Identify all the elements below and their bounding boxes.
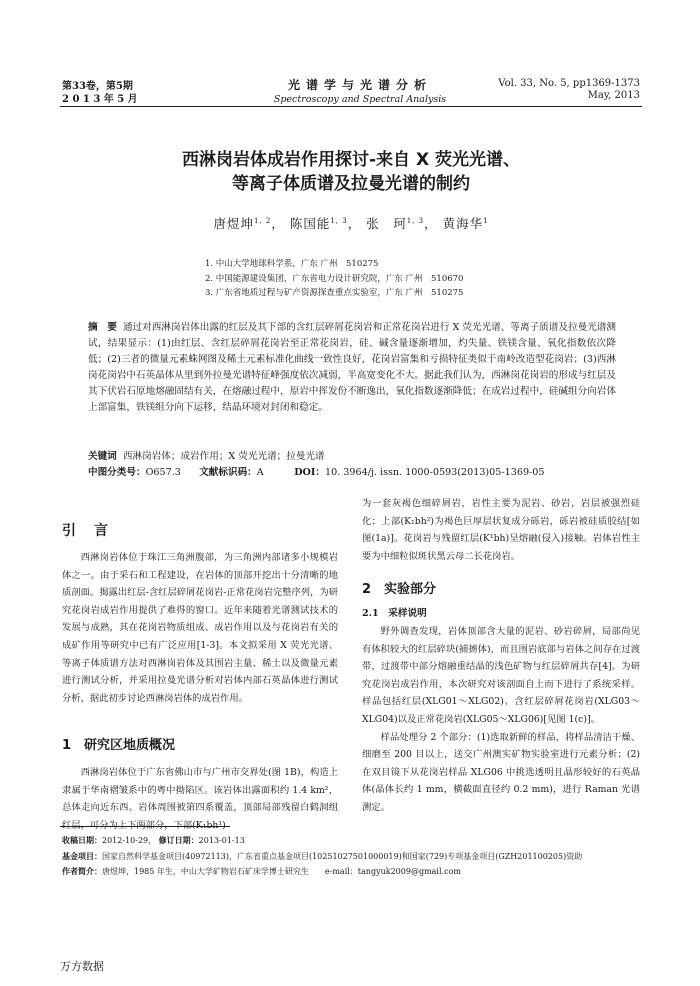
subsection-2-1-heading: 2.1 采样说明 [362, 608, 427, 619]
keywords-label: 关键词 [88, 451, 117, 462]
section-1-body [62, 764, 338, 834]
journal-name-cn: 光谱学与光谱分析 [287, 78, 432, 92]
author-bio-label: 作者简介： [62, 866, 102, 876]
intro-body [62, 549, 338, 707]
journal-name-en: Spectroscopy and Spectral Analysis [273, 94, 447, 105]
header-date-en: May, 2013 [587, 90, 640, 101]
paragraph: 西淋岗岩体位于广东省佛山市与广州市交界处(图 1B)，构造上隶属于华南褶皱系中的粤中拗陷区。该岩体出露面积约 1.4 km²，总体走向近东西。岩体周围被第四系覆盖，顶部局部残留白鹤洞组红层，可分为上下两部分，下部(K₁bh¹) [62, 767, 338, 831]
doc-code-label: 文献标识码： [199, 467, 257, 478]
abstract-label: 摘 要 [88, 322, 117, 333]
doc-code-value: A [256, 467, 264, 478]
author-name: 张 珂 [366, 216, 407, 231]
fund-text: 国家自然科学基金项目(40972113)，广东省重点基金项目(10251027501000019)和国家(729)专项基金项目(GZH201100205)资助 [102, 851, 583, 861]
header-volume-en [498, 78, 640, 102]
affiliation-item: 1. 中山大学地球科学系，广东 广州 510275 [205, 259, 379, 269]
revised-label: 修订日期： [158, 835, 199, 845]
journal-header [230, 76, 490, 105]
keywords-block [88, 449, 628, 481]
paragraph: 西淋岗岩体位于珠江三角洲腹部，为三角洲内部诸多小规模岩体之一。由于采石和工程建设，在岩体的顶部开挖出十分清晰的地质剖面。揭露出红层-含红层碎屑花岗岩-正常花岗岩完整序列，为研究花岗岩成岩作用提供了难得的窗口。近年来随着光谱测试技术的发展与成熟，其在花岗岩物质组成、成岩作用以及与花岗岩有关的成矿作用等研究中已有广泛应用[1-3]。本文拟采用 X 荧光光谱、等离子体质谱方法对西淋岗岩体及其围岩主量、稀土以及微量元素进行测试分析，并采用拉曼光谱分析对岩体内部石英晶体进行测试分析，据此初步讨论西淋岗岩体的成岩作用。 [62, 552, 338, 704]
header-volume-cn [62, 80, 138, 106]
author-separator: ， [271, 216, 285, 231]
fund-line [62, 849, 642, 865]
fund-label: 基金项目： [62, 850, 102, 861]
author-affil-sup: 1, 3 [330, 216, 348, 225]
section-1-continued [362, 495, 640, 565]
revised-date: 2013-01-13 [198, 836, 245, 845]
author-separator: ， [347, 216, 362, 231]
section-1-heading: 1 研究区地质概况 [62, 738, 176, 753]
doi-label: DOI： [294, 467, 325, 478]
author-affil-sup: 1, 3 [406, 216, 425, 225]
footnotes [62, 833, 642, 880]
header-pages: Vol. 33, No. 5, pp1369-1373 [498, 78, 640, 89]
affiliation-item: 3. 广东省地质过程与矿产资源探查重点实验室，广东 广州 510275 [205, 288, 464, 298]
author-list [60, 214, 642, 232]
author-name: 唐煜坤 [213, 216, 254, 231]
clc-label: 中图分类号： [88, 467, 146, 478]
author-bio-text: 唐煜坤，1985 年生，中山大学矿物岩石矿床学博士研究生 e-mail：tangyuk2009@gmail.com [102, 867, 461, 876]
author-name: 黄海华 [442, 216, 484, 231]
author-name: 陈国能 [289, 216, 331, 231]
affiliations [205, 257, 463, 301]
abstract-text: 通过对西淋岗岩体出露的红层及其下部的含红层碎屑花岗岩和正常花岗岩进行 X 荧光光谱、等离子质谱及拉曼光谱测试，结果显示：(1)由红层、含红层碎屑花岗岩至正常花岗岩，硅、碱含量逐渐增加，灼失量、铁镁含量、氧化指数依次降低；(2)三者的微量元素蛛网图及稀土元素标准化曲线一致性良好，花岗岩富集和亏损特征类似于南岭改造型花岗岩；(3)西淋岗花岗岩中石英晶体从里到外拉曼光谱特征峰强度依次减弱，半高宽变化不大。据此我们认为，西淋岗花岗岩的形成与红层及其下伏岩石原地熔融固结有关，在熔融过程中，原岩中挥发份不断逸出，氧化指数逐渐降低；在成岩过程中，硅碱组分向岩体上部富集，铁镁组分向下运移，结晶环境对封闭和稳定。 [88, 322, 616, 413]
title-line-2: 等离子体质谱及拉曼光谱的制约 [232, 174, 470, 194]
author-affil-sup: 1, 2 [253, 216, 272, 225]
paragraph: 样品处理分 2 个部分：(1)选取新鲜的样品，将样品清洁干燥、细磨至 200 目以上，送交广州澳实矿物实验室进行元素分析；(2)在双目镜下从花岗岩样品 XLG06 中挑选透明且晶形较好的石英晶体(晶体长约 1 mm，横截面直径约 0.2 mm)，进行 Raman 光谱测定。 [362, 731, 640, 813]
affiliation-item: 2. 中国能源建设集团，广东省电力设计研究院，广东 广州 510670 [205, 273, 464, 284]
classification-line [88, 465, 628, 481]
author-separator: ， [424, 216, 438, 231]
paragraph: 野外调查发现，岩体顶部含大量的泥岩、砂岩碎屑，局部尚见有体积较大的红层碎块(捕掳体)，而且围岩底部与岩体之间存在过渡带，过渡带中部分熔融重结晶的浅色矿物与红层碎屑共存[4]。为研究花岗岩成岩作用，本次研究对该剖面自上而下进行了系统采样。样品包括红层(XLG01～XLG02)、含红层碎屑花岗岩(XLG03～XLG04)以及正常花岗岩(XLG05～XLG06)[见图 1(c)]。 [362, 626, 640, 725]
section-2-heading: 2 实验部分 [362, 582, 437, 597]
header-date-cn: 2 0 1 3 年 5 月 [62, 94, 138, 105]
abstract [88, 320, 616, 416]
intro-heading: 引 言 [62, 523, 110, 539]
article-title [60, 148, 642, 196]
keywords-line [88, 449, 628, 465]
footnote-rule [60, 826, 230, 827]
received-date: 2012-10-29， [102, 836, 157, 845]
section-2-body [362, 623, 640, 817]
header-volume-issue: 第33卷，第5期 [62, 81, 133, 92]
author-affil-sup: 1 [483, 216, 489, 225]
title-line-1: 西淋岗岩体成岩作用探讨-来自 X 荧光光谱、 [182, 150, 520, 170]
paragraph: 为一套灰褐色细碎屑岩，岩性主要为泥岩、砂岩，岩层被强烈硅化；上部(K₁bh²)为褐色巨厚层状复成分砾岩，砾岩被硅质胶结[如图(1a)]。花岗岩与残留红层(K¹bh)呈熔融(侵入)接触。岩体岩性主要为中细粒似斑状黑云母二长花岗岩。 [362, 498, 640, 562]
received-label: 收稿日期： [62, 835, 102, 845]
clc-value: O657.3 [145, 467, 181, 478]
received-line [62, 833, 642, 849]
header-rule [60, 106, 642, 107]
keywords-text: 西淋岗岩体；成岩作用；X 荧光光谱；拉曼光谱 [122, 451, 325, 462]
wanfang-watermark: 万方数据 [60, 960, 104, 973]
author-bio-line [62, 864, 642, 880]
doi-value: 10. 3964/j. issn. 1000-0593(2013)05-1369-05 [324, 467, 545, 478]
